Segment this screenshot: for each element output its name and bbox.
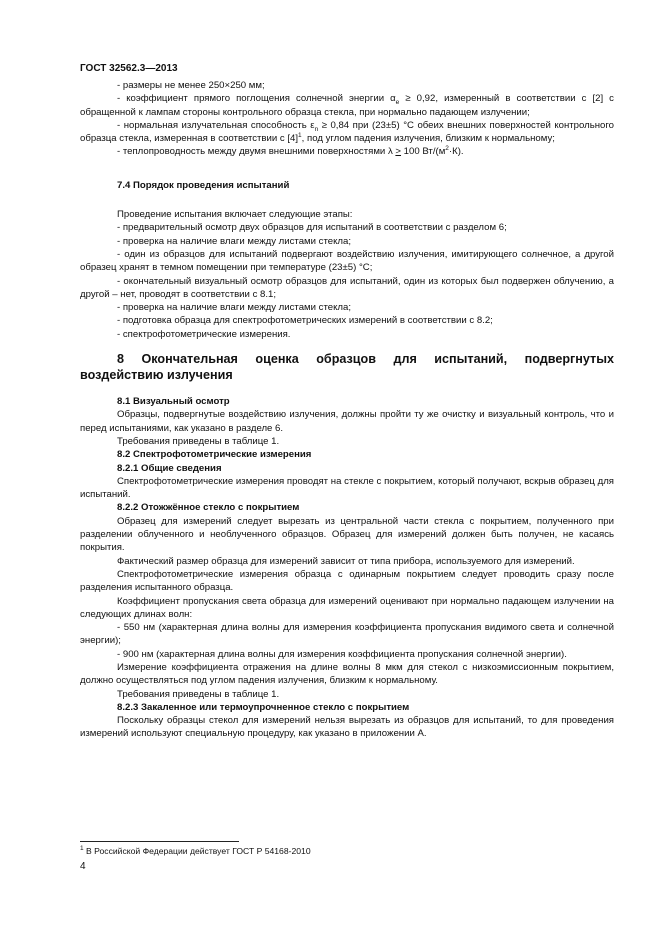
procedure-step: - спектрофотометрические измерения. bbox=[117, 328, 291, 340]
paragraph: Коэффициент пропускания света образца для измерений оценивают при нормально падающем излучении на следующих длинах волн: bbox=[80, 595, 614, 620]
section-8-2-heading: 8.2 Спектрофотометрические измерения bbox=[117, 449, 312, 461]
requirement-size: - размеры не менее 250×250 мм; bbox=[117, 80, 265, 91]
section-8-2-1-heading: 8.2.1 Общие сведения bbox=[117, 462, 222, 474]
document-code: ГОСТ 32562.3—2013 bbox=[80, 63, 178, 74]
section-8-2-2-heading: 8.2.2 Отожжённое стекло с покрытием bbox=[117, 502, 300, 514]
footnote-divider bbox=[80, 841, 239, 842]
procedure-step: - один из образцов для испытаний подвергают воздействию излучения, имитирующего солнечное, а другой образец хранят в темном помещении при температуре (23±5) °С; bbox=[80, 248, 614, 274]
procedure-step: - подготовка образца для спектрофотометрических измерений в соответствии с 8.2; bbox=[117, 315, 493, 327]
requirement-emissivity: - нормальная излучательная способность $\varepsilon_n \ge 0,84$ при (23±5) °С обеих внешних поверхностей контрольного образца стекла, измеренная в соответствии с $[4]^1$, под углом падения излучения, близким к нормальному; bbox=[80, 119, 614, 145]
paragraph: Образец для измерений следует вырезать из центральной части стекла с покрытием, полученного при разделении облученного и необлученного образцов. Образец для измерений должен быть получен, не касаясь покрытия. bbox=[80, 515, 614, 554]
procedure-step: - окончательный визуальный осмотр образцов для испытаний, один из которых был подвержен облучению, а другой – нет, проводят в соответствии с 8.1; bbox=[80, 275, 614, 300]
section-7-4-heading: 7.4 Порядок проведения испытаний bbox=[117, 179, 290, 191]
paragraph: Образцы, подвергнутые воздействию излучения, должны пройти ту же очистку и визуальный контроль, что и перед испытаниями, как указано в разделе 6. bbox=[80, 409, 614, 434]
footnote-ref: 1 bbox=[298, 132, 302, 139]
procedure-intro: Проведение испытания включает следующие этапы: bbox=[117, 209, 353, 221]
procedure-step: - проверка на наличие влаги между листами стекла; bbox=[117, 235, 351, 247]
paragraph: Измерение коэффициента отражения на длине волны 8 мкм для стекол с низкоэмиссионным покрытием, должно осуществляться под углом падения излучения, близким к нормальному. bbox=[80, 661, 614, 687]
requirement-conductivity: - теплопроводность между двумя внешними поверхностями λ > 100 $Вт/(м^2\cdot К)$. bbox=[117, 145, 464, 158]
section-8-1-heading: 8.1 Визуальный осмотр bbox=[117, 396, 230, 408]
paragraph: Спектрофотометрические измерения проводят на стекле с покрытием, который получают, вскрыв образец для испытаний. bbox=[80, 475, 614, 501]
page-body bbox=[80, 79, 614, 741]
requirement-absorption: - коэффициент прямого поглощения солнечной энергии $\alpha_e \ge 0,92$, измеренный в соответствии с [2] с обращенной к лампам стороны контрольного образца стекла, при нормально падающем излучении; bbox=[80, 93, 614, 118]
section-8-2-3-heading: 8.2.3 Закаленное или термоупрочненное стекло с покрытием bbox=[117, 701, 410, 713]
wavelength-item: - 900 нм (характерная длина волны для измерения коэффициента пропускания солнечной энергии). bbox=[117, 648, 567, 660]
paragraph: Поскольку образцы стекол для измерений нельзя вырезать из образцов для испытаний, то для проведения измерений используют специальную процедуру, как указано в приложении А. bbox=[80, 715, 614, 740]
paragraph: Требования приведены в таблице 1. bbox=[117, 435, 280, 447]
section-8-heading: 8 Окончательная оценка образцов для испытаний, подвергнутых воздействию излучения bbox=[80, 352, 614, 383]
paragraph: Требования приведены в таблице 1. bbox=[117, 688, 280, 700]
page-number: 4 bbox=[80, 861, 86, 872]
paragraph: Спектрофотометрические измерения образца с одинарным покрытием следует проводить сразу после разделения испытанного образца. bbox=[80, 568, 614, 594]
paragraph: Фактический размер образца для измерений зависит от типа прибора, используемого для измерений. bbox=[117, 555, 575, 567]
wavelength-item: - 550 нм (характерная длина волны для измерения коэффициента пропускания видимого света и солнечной энергии); bbox=[80, 622, 614, 647]
procedure-step: - предварительный осмотр двух образцов для испытаний в соответствии с разделом 6; bbox=[117, 222, 507, 234]
procedure-step: - проверка на наличие влаги между листами стекла; bbox=[117, 302, 351, 314]
footnote: $^1$ В Российской Федерации действует ГОСТ Р 54168-2010 bbox=[80, 845, 311, 856]
